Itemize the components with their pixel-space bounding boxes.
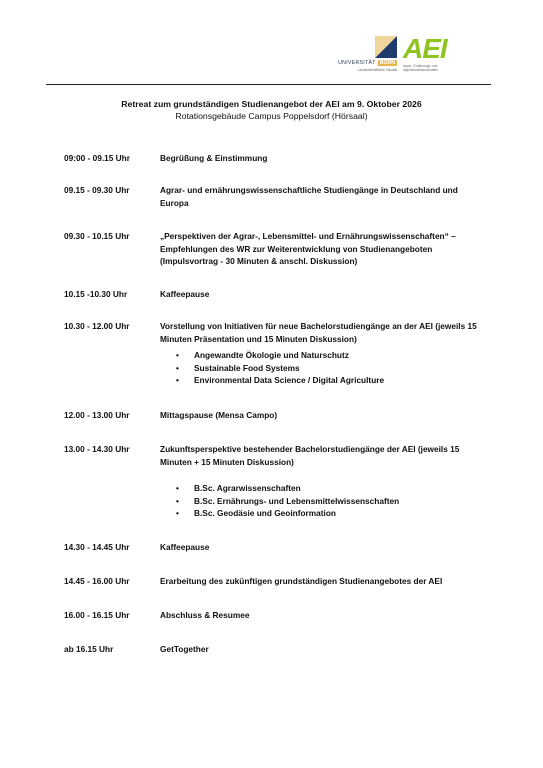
- agenda-row: [64, 184, 484, 209]
- agenda-bullet: • B.Sc. Agrarwissenschaften: [176, 482, 484, 495]
- agenda-bullet: • B.Sc. Ernährungs- und Lebensmittelwissenschaften: [176, 495, 484, 508]
- agenda-bullet-list: [160, 349, 484, 387]
- agenda-time: 09:00 - 09.15 Uhr: [64, 153, 130, 163]
- agenda-text: GetTogether: [160, 644, 209, 654]
- agenda-text: Kaffeepause: [160, 542, 210, 552]
- agenda-content: [160, 443, 484, 520]
- agenda-row: [64, 643, 484, 656]
- aei-mark: AEI: [403, 33, 447, 64]
- agenda-row: [64, 320, 484, 387]
- agenda-time: 09.30 - 10.15 Uhr: [64, 231, 130, 241]
- agenda-text: Mittagspause (Mensa Campo): [160, 410, 278, 420]
- agenda-row: [64, 152, 484, 165]
- agenda-text: Kaffeepause: [160, 289, 210, 299]
- university-emblem-icon: [375, 36, 397, 58]
- agenda-time: 14.45 - 16.00 Uhr: [64, 576, 130, 586]
- agenda-time: ab 16.15 Uhr: [64, 644, 114, 654]
- agenda-row: [64, 443, 484, 520]
- agenda-time: 13.00 - 14.30 Uhr: [64, 444, 130, 454]
- agenda-time: 09.15 - 09.30 Uhr: [64, 185, 130, 195]
- agenda-bullet: • Angewandte Ökologie und Naturschutz: [176, 349, 484, 362]
- agenda-time: 12.00 - 13.00 Uhr: [64, 410, 130, 420]
- agenda-text: Agrar- und ernährungswissenschaftliche Studiengänge in Deutschland und Europa: [160, 185, 458, 208]
- university-name: UNIVERSITÄT: [338, 60, 376, 66]
- agenda-bullet-list: [160, 482, 484, 520]
- agenda-text: Erarbeitung des zukünftigen grundständigen Studienangebotes der AEI: [160, 576, 443, 586]
- agenda-time: 10.30 - 12.00 Uhr: [64, 321, 130, 331]
- header-logos: [335, 33, 453, 72]
- agenda-row: [64, 288, 484, 301]
- university-bonn-logo: [335, 36, 397, 72]
- agenda-time: 10.15 -10.30 Uhr: [64, 289, 128, 299]
- agenda-text: Begrüßung & Einstimmung: [160, 153, 268, 163]
- agenda-text: Abschluss & Resumee: [160, 610, 250, 620]
- agenda-time: 16.00 - 16.15 Uhr: [64, 610, 130, 620]
- document-title-block: [0, 98, 543, 122]
- aei-subtitle: Agrar-, Ernährungs- und Ingenieurwissenschaften: [403, 64, 439, 72]
- university-bonn-badge: BONN: [379, 60, 395, 66]
- agenda-bullet: • Sustainable Food Systems: [176, 362, 484, 375]
- header-divider: [46, 84, 491, 85]
- agenda-row: [64, 575, 484, 588]
- agenda-row: [64, 541, 484, 554]
- agenda-text: Zukunftsperspektive bestehender Bachelorstudiengänge der AEI (jeweils 15 Minuten + 15 Minuten Diskussion): [160, 444, 460, 467]
- agenda-row: [64, 609, 484, 622]
- agenda-row: [64, 409, 484, 422]
- agenda-text: „Perspektiven der Agrar-, Lebensmittel- und Ernährungswissenschaften“ – Empfehlungen des WR zur Weiterentwicklung von Studienangeboten (Impulsvortrag - 30 Minuten & anschl. Diskussion): [160, 231, 456, 266]
- university-subtitle: Landwirtschaftliche Fakultät: [357, 68, 397, 72]
- document-title: Retreat zum grundständigen Studienangebot der AEI am 9. Oktober 2026: [121, 99, 422, 109]
- agenda-time: 14.30 - 14.45 Uhr: [64, 542, 130, 552]
- document-subtitle: Rotationsgebäude Campus Poppelsdorf (Hörsaal): [175, 111, 368, 121]
- agenda-bullet: • B.Sc. Geodäsie und Geoinformation: [176, 507, 484, 520]
- agenda-content: [160, 320, 484, 387]
- aei-logo: [403, 33, 453, 72]
- agenda-bullet: • Environmental Data Science / Digital Agriculture: [176, 374, 484, 387]
- agenda-text: Vorstellung von Initiativen für neue Bachelorstudiengänge an der AEI (jeweils 15 Minuten Präsentation und 15 Minuten Diskussion): [160, 321, 477, 344]
- agenda-row: [64, 230, 484, 268]
